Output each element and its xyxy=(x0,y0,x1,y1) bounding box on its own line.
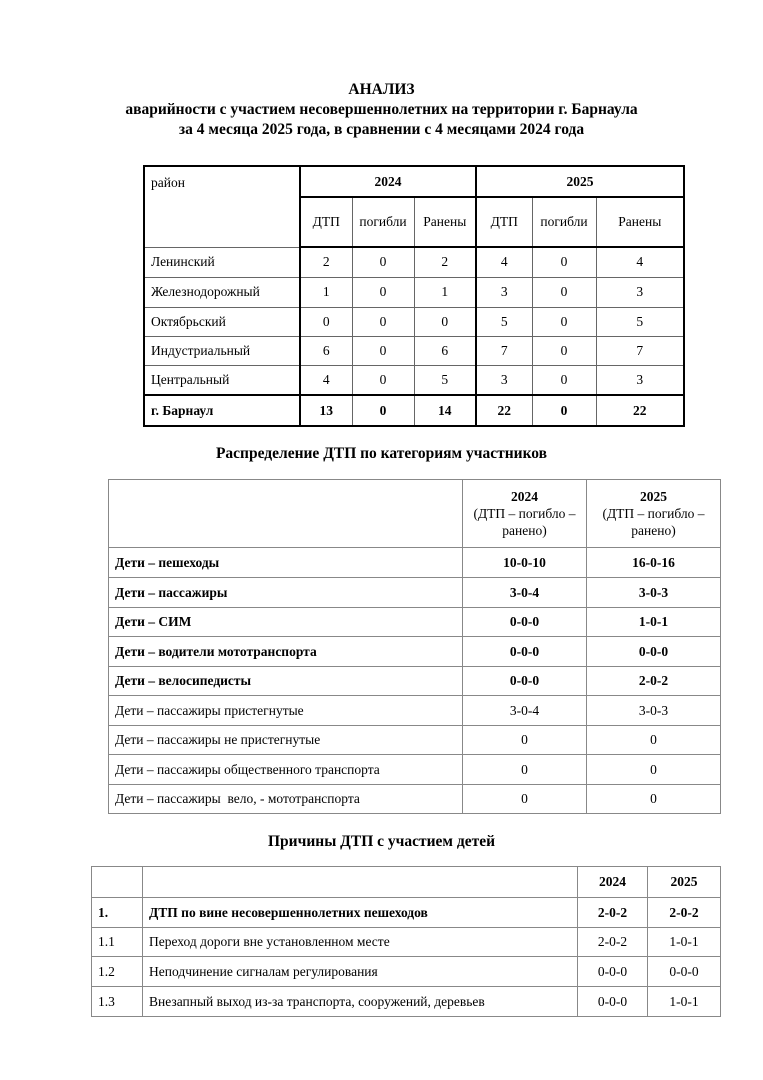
table-row: Дети – водители мототранспорта 0-0-0 0-0-0 xyxy=(109,637,721,667)
categories-header-empty xyxy=(109,480,463,548)
document-title xyxy=(0,80,763,140)
subheader-dtp-2025: ДТП xyxy=(476,197,532,247)
causes-header-num xyxy=(92,867,143,898)
table-row: 1.2 Неподчинение сигналам регулирования 0-0-0 0-0-0 xyxy=(92,957,721,987)
district-header: район xyxy=(144,166,300,247)
table-row: Дети – пешеходы 10-0-10 16-0-16 xyxy=(109,548,721,578)
causes-table xyxy=(91,866,721,1017)
total-row: г. Барнаул 13 0 14 22 0 22 xyxy=(144,395,684,426)
categories-header-2024 xyxy=(463,480,587,548)
table-row: Дети – пассажиры 3-0-4 3-0-3 xyxy=(109,578,721,608)
categories-section-title: Распределение ДТП по категориям участников xyxy=(215,445,548,462)
table-row: Дети – СИМ 0-0-0 1-0-1 xyxy=(109,608,721,637)
causes-section-title: Причины ДТП с участием детей xyxy=(268,833,495,850)
causes-header-2024: 2024 xyxy=(578,867,648,898)
year-header-2025: 2025 xyxy=(476,166,684,197)
categories-header-2024-sub: (ДТП – погибло –ранено) xyxy=(473,506,576,538)
subheader-killed-2024: погибли xyxy=(352,197,414,247)
categories-header-2025-year: 2025 xyxy=(640,489,667,504)
table-row: Ленинский 2 0 2 4 0 4 xyxy=(144,247,684,277)
categories-table xyxy=(108,479,721,814)
table-row: Дети – пассажиры общественного транспорта 0 0 xyxy=(109,755,721,785)
table-row: Железнодорожный 1 0 1 3 0 3 xyxy=(144,277,684,307)
causes-header-label xyxy=(143,867,578,898)
subheader-injured-2025: Ранены xyxy=(596,197,684,247)
year-header-2024: 2024 xyxy=(300,166,476,197)
table-row: Октябрьский 0 0 0 5 0 5 xyxy=(144,307,684,336)
title-line-1: АНАЛИЗ xyxy=(348,81,415,98)
table-row: 1.3 Внезапный выход из-за транспорта, сооружений, деревьев 0-0-0 1-0-1 xyxy=(92,987,721,1017)
categories-header-2024-year: 2024 xyxy=(511,489,538,504)
title-line-2: аварийности с участием несовершеннолетних на территории г. Барнаула xyxy=(125,101,638,118)
table-row: 1. ДТП по вине несовершеннолетних пешеходов 2-0-2 2-0-2 xyxy=(92,898,721,928)
subheader-dtp-2024: ДТП xyxy=(300,197,352,247)
causes-header-2025: 2025 xyxy=(648,867,721,898)
categories-header-2025-sub: (ДТП – погибло – ранено) xyxy=(602,506,705,538)
table-row: Дети – пассажиры пристегнутые 3-0-4 3-0-3 xyxy=(109,696,721,726)
districts-table xyxy=(143,165,685,427)
table-row: Центральный 4 0 5 3 0 3 xyxy=(144,365,684,395)
table-row: Дети – пассажиры не пристегнутые 0 0 xyxy=(109,726,721,755)
title-line-3: за 4 месяца 2025 года, в сравнении с 4 месяцами 2024 года xyxy=(178,121,585,138)
subheader-killed-2025: погибли xyxy=(532,197,596,247)
table-row: Индустриальный 6 0 6 7 0 7 xyxy=(144,336,684,365)
categories-header-2025 xyxy=(587,480,721,548)
table-row: Дети – пассажиры вело, - мототранспорта 0 0 xyxy=(109,785,721,814)
table-row: 1.1 Переход дороги вне установленном месте 2-0-2 1-0-1 xyxy=(92,928,721,957)
subheader-injured-2024: Ранены xyxy=(414,197,476,247)
table-row: Дети – велосипедисты 0-0-0 2-0-2 xyxy=(109,667,721,696)
